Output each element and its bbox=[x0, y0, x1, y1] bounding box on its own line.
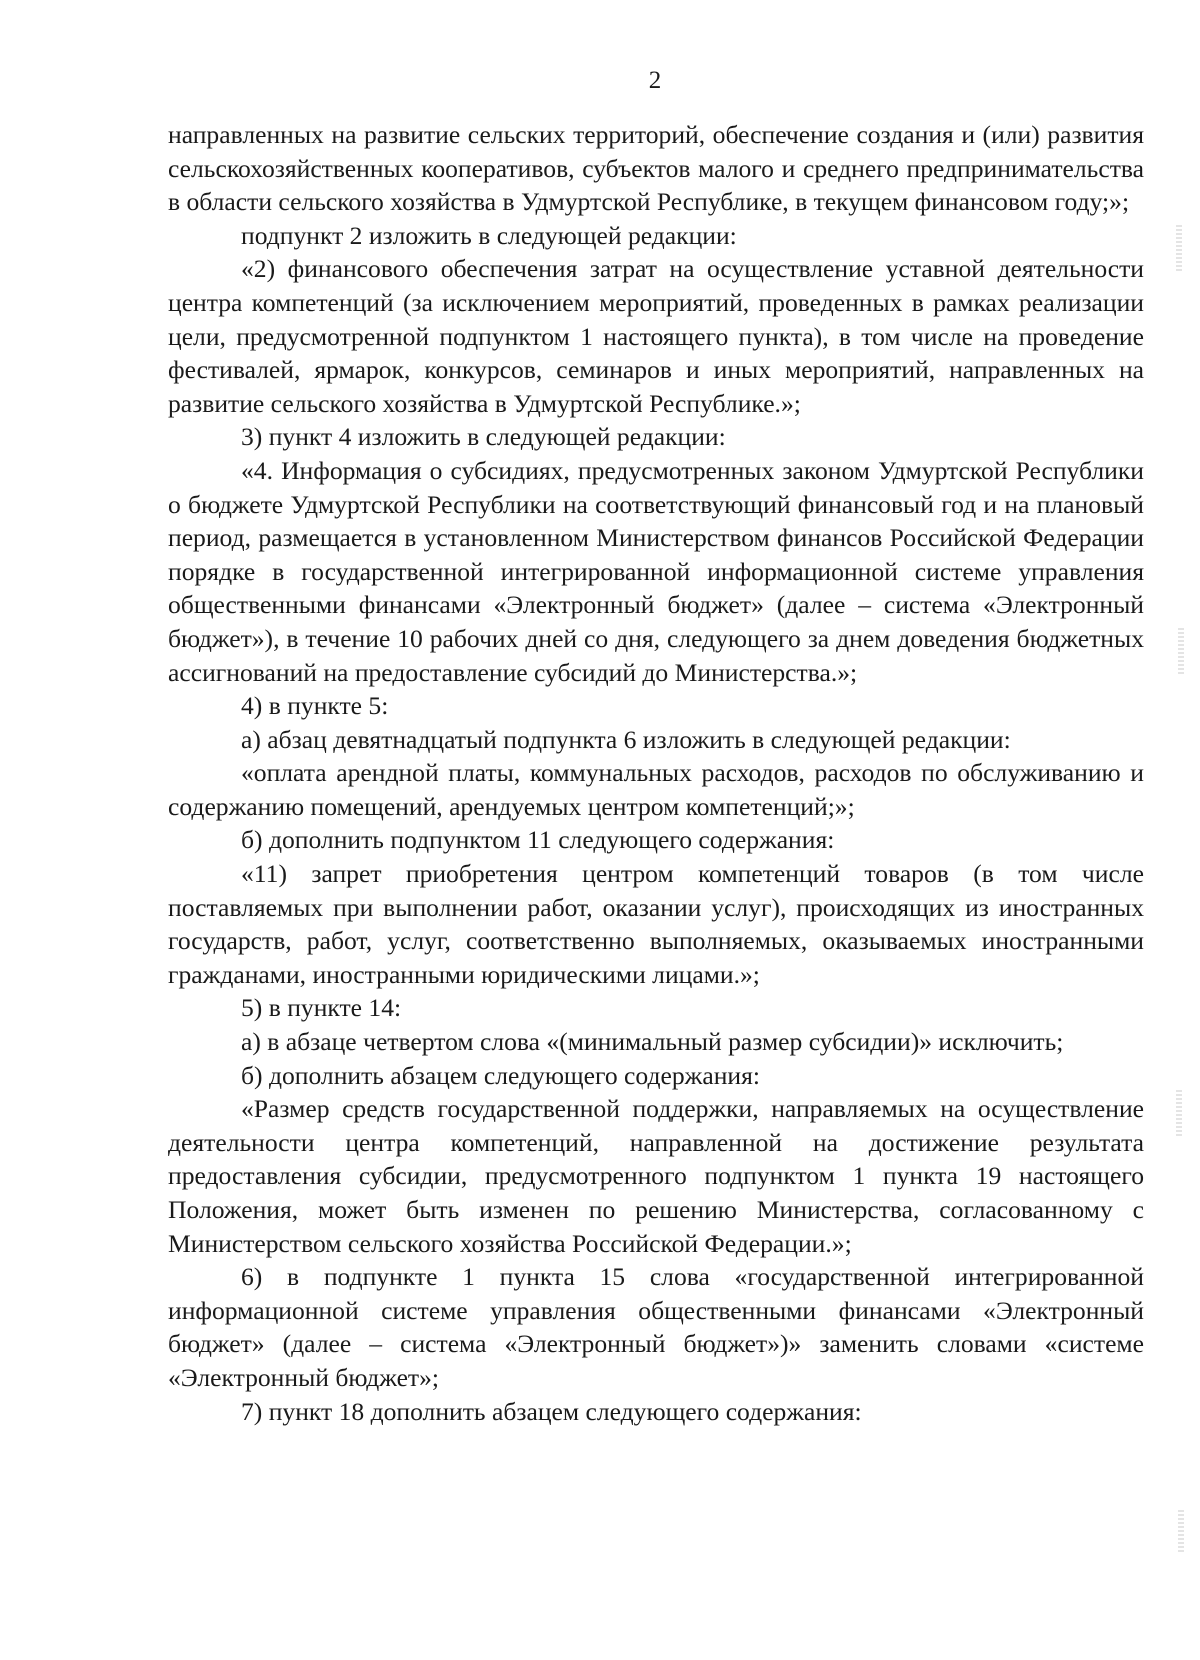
paragraph-item-5b-text: «Размер средств государственной поддержки, направляемых на осуществление деятельности центра компетенций, направленной на достижение результата предоставления субсидии, предусмотренного подпунктом 1 пункта 19 настоящего Положения, может быть изменен по решению Министерства, согласованному с Министерством сельского хозяйства Российской Федерации.»; bbox=[168, 1094, 1144, 1258]
paragraph-item-4a-text: «оплата арендной платы, коммунальных расходов, расходов по обслуживанию и содержанию помещений, арендуемых центром компетенций;»; bbox=[168, 758, 1144, 821]
paragraph-subitem-2-heading: подпункт 2 изложить в следующей редакции: bbox=[241, 220, 737, 250]
page-number: 2 bbox=[648, 67, 662, 94]
paragraph-item-4-text: «4. Информация о субсидиях, предусмотренных законом Удмуртской Республики о бюджете Удмуртской Республики на соответствующий финансовый год и на плановый период, размещается в установленном Министерством финансов Российской Федерации порядке в государственной интегрированной информационной системе управления общественными финансами «Электронный бюджет» (далее – система «Электронный бюджет»), в течение 10 рабочих дней со дня, следующего за днем доведения бюджетных ассигнований на предоставление субсидий до Министерства.»; bbox=[168, 455, 1144, 687]
paragraph-continuation: направленных на развитие сельских территорий, обеспечение создания и (или) развития сельскохозяйственных кооперативов, субъектов малого и среднего предпринимательства в области сельского хозяйства в Удмуртской Республике, в текущем финансовом году;»; bbox=[168, 120, 1144, 217]
paragraph-item-4b-text: «11) запрет приобретения центром компетенций товаров (в том числе поставляемых при выполнении работ, оказании услуг), происходящих из иностранных государств, работ, услуг, соответственно выполняемых, оказываемых иностранными гражданами, иностранными юридическими лицами.»; bbox=[168, 859, 1144, 989]
paragraph-item-7: 7) пункт 18 дополнить абзацем следующего содержания: bbox=[241, 1396, 862, 1426]
paragraph-item-5b: б) дополнить абзацем следующего содержания: bbox=[241, 1060, 760, 1090]
document-body bbox=[168, 118, 1144, 1428]
paragraph-item-4b: б) дополнить подпунктом 11 следующего содержания: bbox=[241, 825, 835, 855]
scan-artifact bbox=[1176, 1090, 1182, 1136]
paragraph-item-5: 5) в пункте 14: bbox=[241, 993, 402, 1023]
paragraph-item-6: 6) в подпункте 1 пункта 15 слова «государственной интегрированной информационной системе управления общественными финансами «Электронный бюджет» (далее – система «Электронный бюджет»)» заменить словами «системе «Электронный бюджет»; bbox=[168, 1262, 1144, 1392]
scan-artifact bbox=[1176, 225, 1182, 273]
paragraph-item-3: 3) пункт 4 изложить в следующей редакции: bbox=[241, 422, 726, 452]
scan-artifact bbox=[1178, 628, 1184, 676]
paragraph-item-4a: а) абзац девятнадцатый подпункта 6 изложить в следующей редакции: bbox=[241, 724, 1011, 754]
scan-artifact bbox=[1178, 1510, 1184, 1554]
paragraph-item-5a: а) в абзаце четвертом слова «(минимальный размер субсидии)» исключить; bbox=[241, 1027, 1064, 1057]
paragraph-subitem-2-text: «2) финансового обеспечения затрат на осуществление уставной деятельности центра компетенций (за исключением мероприятий, проведенных в рамках реализации цели, предусмотренной подпунктом 1 настоящего пункта), в том числе на проведение фестивалей, ярмарок, конкурсов, семинаров и иных мероприятий, направленных на развитие сельского хозяйства в Удмуртской Республике.»; bbox=[168, 254, 1144, 418]
paragraph-item-4: 4) в пункте 5: bbox=[241, 691, 389, 721]
